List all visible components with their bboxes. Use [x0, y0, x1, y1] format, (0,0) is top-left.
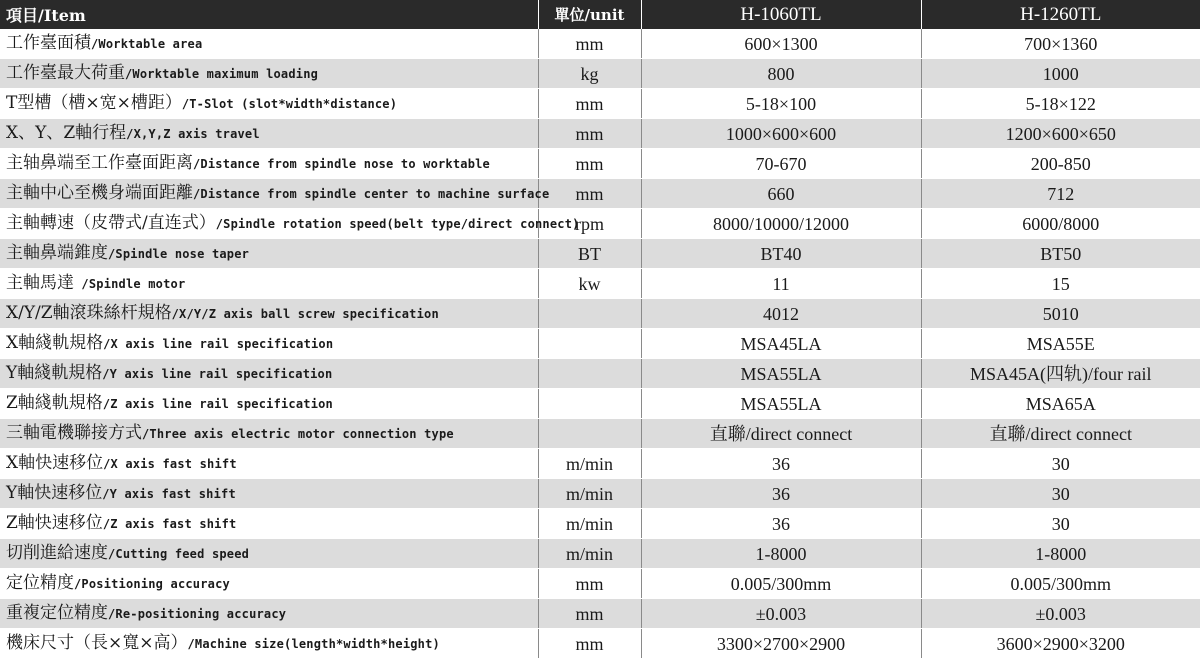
spec-value-model-1: 3300×2700×2900	[641, 629, 921, 659]
spec-item-en: /Positioning accuracy	[74, 577, 230, 591]
table-row	[0, 359, 1200, 389]
spec-value-model-2: 3600×2900×3200	[921, 629, 1200, 659]
spec-value-model-2: MSA55E	[921, 329, 1200, 359]
spec-item	[0, 179, 550, 209]
spec-item-zh: Y軸綫軌規格	[6, 363, 103, 383]
spec-item-en: /X,Y,Z axis travel	[126, 127, 260, 141]
spec-unit: mm	[538, 569, 641, 599]
spec-item-en: /Y axis fast shift	[102, 487, 236, 501]
spec-unit	[538, 389, 641, 419]
spec-item-zh: X軸快速移位	[6, 453, 104, 473]
spec-value-model-1: 1000×600×600	[641, 119, 921, 149]
spec-item-en: /Re-positioning accuracy	[108, 607, 287, 621]
header-model-1: H-1060TL	[641, 0, 921, 29]
spec-value-model-1: 36	[641, 509, 921, 539]
spec-item-en: /Worktable area	[91, 37, 203, 51]
spec-unit	[538, 359, 641, 389]
spec-unit: m/min	[538, 479, 641, 509]
spec-item	[0, 599, 538, 629]
spec-item	[0, 479, 538, 509]
table-row	[0, 209, 1200, 239]
header-unit: 單位/unit	[538, 0, 641, 29]
spec-value-model-2: 5-18×122	[921, 89, 1200, 119]
spec-item	[0, 629, 538, 659]
spec-value-model-2: 5010	[921, 299, 1200, 329]
spec-item	[0, 119, 538, 149]
spec-item-en: /Three axis electric motor connection type	[142, 427, 454, 441]
table-row	[0, 269, 1200, 299]
table-body	[0, 29, 1200, 659]
spec-item-en: /Y axis line rail specification	[102, 367, 333, 381]
spec-unit: mm	[538, 599, 641, 629]
spec-value-model-1: 600×1300	[641, 29, 921, 59]
spec-value-model-2: 直聯/direct connect	[921, 419, 1200, 449]
spec-item-en: /Distance from spindle nose to worktable	[193, 157, 490, 171]
spec-value-model-2: 15	[921, 269, 1200, 299]
spec-value-model-1: MSA55LA	[641, 359, 921, 389]
spec-item-en: /X/Y/Z axis ball screw specification	[171, 307, 439, 321]
spec-item	[0, 29, 538, 59]
table-row	[0, 479, 1200, 509]
spec-item	[0, 329, 538, 359]
spec-item-en: /Spindle rotation speed(belt type/direct connect)	[215, 217, 580, 231]
spec-unit	[538, 299, 641, 329]
spec-item-zh: 主軸轉速（皮帶式/直连式）	[6, 213, 216, 233]
table-row	[0, 119, 1200, 149]
spec-item-zh: T型槽（槽×宽×槽距）	[6, 93, 182, 113]
spec-value-model-1: 8000/10000/12000	[641, 209, 921, 239]
spec-item-en: /X axis line rail specification	[103, 337, 334, 351]
spec-unit	[538, 329, 641, 359]
spec-item-zh: 主軸馬達	[6, 273, 74, 293]
spec-item-zh: 重複定位精度	[6, 603, 108, 623]
spec-item	[0, 569, 538, 599]
spec-item	[0, 359, 538, 389]
spec-value-model-2: 6000/8000	[921, 209, 1200, 239]
spec-value-model-2: 1000	[921, 59, 1200, 89]
spec-item-zh: 三軸電機聯接方式	[6, 423, 142, 443]
spec-unit: rpm	[538, 209, 641, 239]
spec-item-zh: 工作臺面積	[6, 33, 91, 53]
spec-unit: BT	[538, 239, 641, 269]
table-row	[0, 89, 1200, 119]
spec-value-model-1: 800	[641, 59, 921, 89]
table-row	[0, 629, 1200, 659]
spec-unit: m/min	[538, 509, 641, 539]
spec-item	[0, 509, 538, 539]
spec-item-zh: 主軸鼻端錐度	[6, 243, 108, 263]
spec-item	[0, 89, 538, 119]
spec-value-model-2: 0.005/300mm	[921, 569, 1200, 599]
spec-value-model-2: MSA45A(四轨)/four rail	[921, 359, 1200, 389]
spec-unit: mm	[538, 29, 641, 59]
spec-item-zh: X軸綫軌規格	[6, 333, 104, 353]
spec-item	[0, 449, 538, 479]
spec-value-model-2: 30	[921, 479, 1200, 509]
spec-item	[0, 389, 538, 419]
table-row	[0, 509, 1200, 539]
table-row	[0, 539, 1200, 569]
spec-item-en: /Spindle nose taper	[108, 247, 250, 261]
spec-value-model-1: 660	[641, 179, 921, 209]
spec-item	[0, 59, 538, 89]
spec-value-model-2: ±0.003	[921, 599, 1200, 629]
spec-value-model-1: 4012	[641, 299, 921, 329]
spec-item-en: /Z axis fast shift	[102, 517, 237, 531]
spec-value-model-2: 1-8000	[921, 539, 1200, 569]
spec-value-model-2: 200-850	[921, 149, 1200, 179]
table-row	[0, 569, 1200, 599]
spec-item-en: /Machine size(length*width*height)	[187, 637, 440, 651]
table-row	[0, 179, 1200, 209]
header-row	[0, 0, 1200, 29]
table-row	[0, 149, 1200, 179]
spec-item-en: /Distance from spindle center to machine surface	[193, 187, 550, 201]
spec-value-model-1: BT40	[641, 239, 921, 269]
spec-value-model-2: 30	[921, 509, 1200, 539]
spec-unit: mm	[538, 149, 641, 179]
spec-item	[0, 239, 538, 269]
spec-item-zh: X/Y/Z軸滾珠絲杆規格	[6, 303, 172, 323]
spec-item	[0, 539, 538, 569]
spec-item-en: /Spindle motor	[74, 277, 186, 291]
spec-value-model-1: 36	[641, 449, 921, 479]
spec-value-model-2: 1200×600×650	[921, 119, 1200, 149]
spec-item-zh: 定位精度	[6, 573, 74, 593]
spec-item	[0, 299, 538, 329]
spec-item-en: /Cutting feed speed	[108, 547, 250, 561]
spec-item-en: /Z axis line rail specification	[102, 397, 333, 411]
spec-item-zh: Z軸綫軌規格	[6, 393, 103, 413]
spec-unit: kw	[538, 269, 641, 299]
spec-unit: mm	[538, 119, 641, 149]
spec-item	[0, 149, 538, 179]
table-row	[0, 299, 1200, 329]
spec-item-zh: 主軸中心至機身端面距離	[6, 183, 193, 203]
spec-value-model-2: 712	[921, 179, 1200, 209]
spec-item-zh: 機床尺寸（長×寬×高）	[6, 633, 188, 653]
spec-item-en: /X axis fast shift	[103, 457, 237, 471]
spec-unit: m/min	[538, 449, 641, 479]
spec-unit: m/min	[538, 539, 641, 569]
spec-item-zh: X、Y、Z軸行程	[6, 123, 127, 143]
spec-value-model-2: 30	[921, 449, 1200, 479]
spec-value-model-1: 0.005/300mm	[641, 569, 921, 599]
spec-item-zh: Y軸快速移位	[6, 483, 103, 503]
spec-value-model-1: 36	[641, 479, 921, 509]
spec-item	[0, 419, 538, 449]
header-item: 項目/Item	[0, 0, 538, 29]
spec-value-model-2: 700×1360	[921, 29, 1200, 59]
spec-value-model-1: MSA45LA	[641, 329, 921, 359]
spec-unit: kg	[538, 59, 641, 89]
spec-value-model-1: 5-18×100	[641, 89, 921, 119]
spec-value-model-1: 70-670	[641, 149, 921, 179]
table-row	[0, 29, 1200, 59]
spec-value-model-1: ±0.003	[641, 599, 921, 629]
spec-item-zh: 切削進給速度	[6, 543, 108, 563]
table-row	[0, 59, 1200, 89]
spec-item-zh: Z軸快速移位	[6, 513, 103, 533]
spec-item	[0, 269, 538, 299]
spec-value-model-1: 1-8000	[641, 539, 921, 569]
spec-value-model-1: MSA55LA	[641, 389, 921, 419]
table-row	[0, 239, 1200, 269]
spec-value-model-1: 11	[641, 269, 921, 299]
spec-item-zh: 主轴鼻端至工作臺面距离	[6, 153, 193, 173]
table-row	[0, 389, 1200, 419]
spec-unit	[538, 419, 641, 449]
spec-item-en: /Worktable maximum loading	[125, 67, 319, 81]
spec-value-model-2: MSA65A	[921, 389, 1200, 419]
table-row	[0, 449, 1200, 479]
spec-item-en: /T-Slot (slot*width*distance)	[181, 97, 398, 111]
spec-item-zh: 工作臺最大荷重	[6, 63, 125, 83]
spec-unit: mm	[538, 179, 641, 209]
spec-unit: mm	[538, 89, 641, 119]
spec-value-model-2: BT50	[921, 239, 1200, 269]
table-row	[0, 329, 1200, 359]
spec-unit: mm	[538, 629, 641, 659]
spec-value-model-1: 直聯/direct connect	[641, 419, 921, 449]
header-model-2: H-1260TL	[921, 0, 1200, 29]
spec-item	[0, 209, 580, 239]
table-row	[0, 419, 1200, 449]
table-row	[0, 599, 1200, 629]
table-header	[0, 0, 1200, 29]
